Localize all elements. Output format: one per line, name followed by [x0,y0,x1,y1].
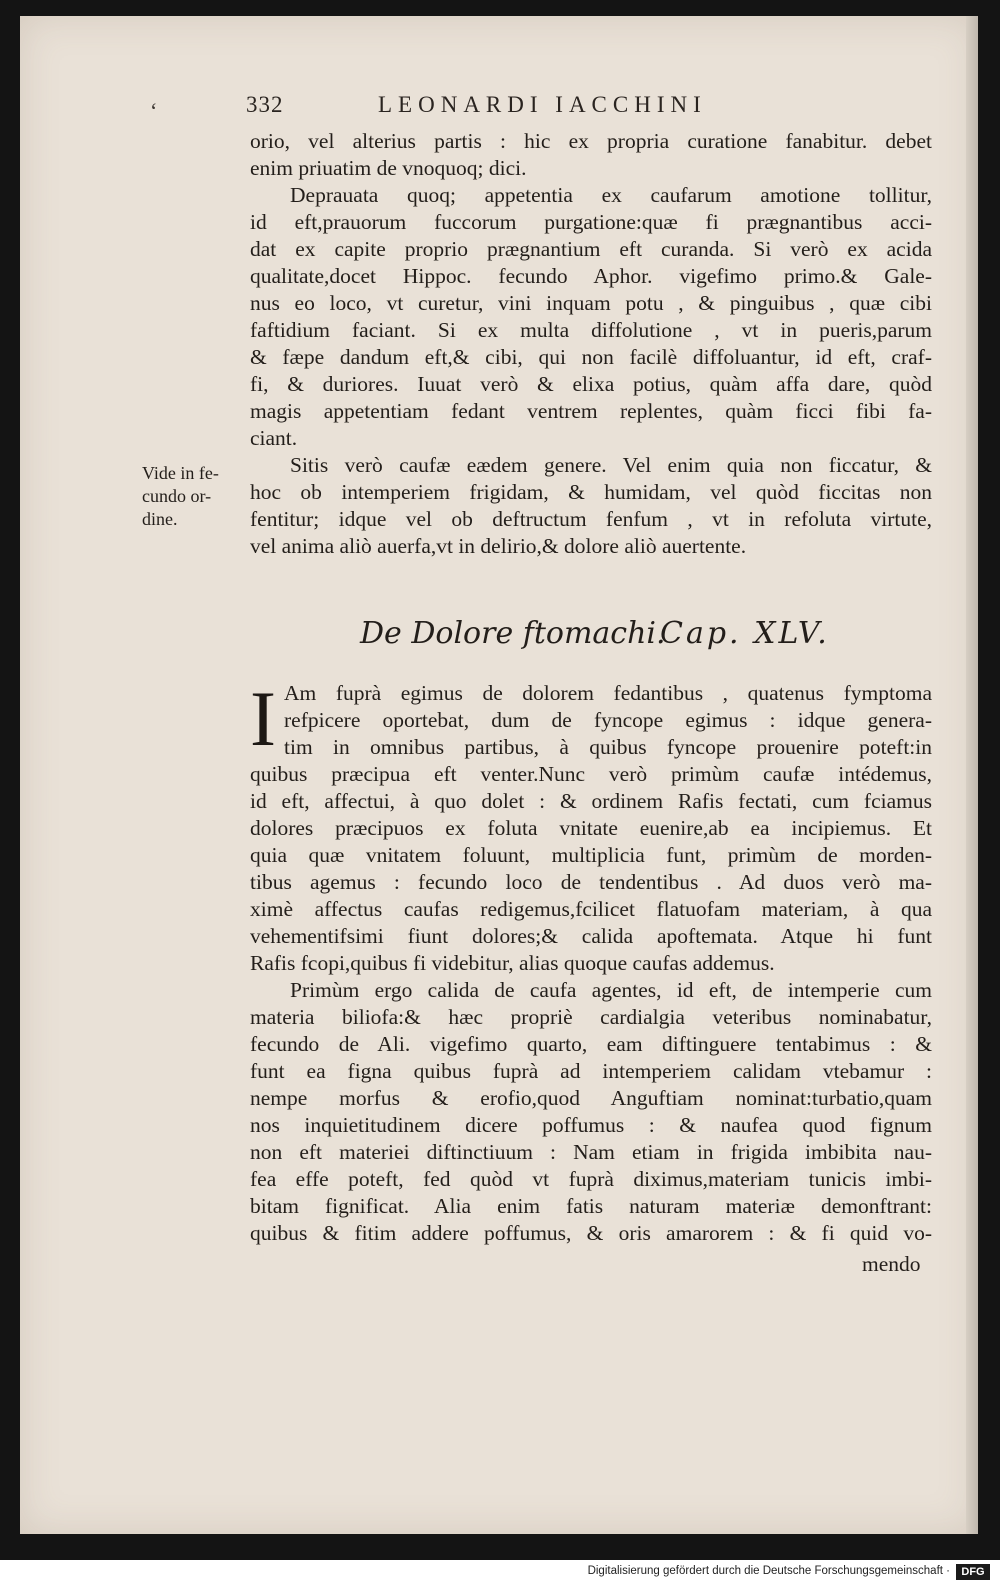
text-line: nempe morfus & erofio,quod Anguftiam nominat:turbatio,quam [250,1086,932,1110]
section2-text [250,675,932,1247]
text-line: quibus & fitim addere poffumus, & oris amarorem : & fi quid vo- [250,1221,932,1245]
text-line: nos inquietitudinem dicere poffumus : & naufea quod fignum [250,1113,932,1137]
running-head-author: LEONARDI IACCHINI [378,92,707,117]
text-line: non eft materiei diftinctiuum : Nam etiam in frigida imbibita nau- [250,1140,932,1164]
dfg-logo: DFG [956,1564,990,1580]
chapter-number: Cap. XLV. [660,616,830,651]
text-line: id eft,prauorum fuccorum purgatione:quæ fi prægnantibus acci- [250,210,932,234]
section1-text [250,128,932,560]
text-line: qualitate,docet Hippoc. fecundo Aphor. vigefimo primo.& Gale- [250,264,932,288]
margin-note-line: Vide in fe- [142,463,219,483]
text-line: dat ex capite proprio prægnantium eft curanda. Si verò ex acida [250,237,932,261]
text-line: fi, & duriores. Iuuat verò & elixa potius, quàm affa dare, quòd [250,372,932,396]
text-line: tibus agemus : fecundo loco de tendentibus . Ad duos verò ma- [250,870,932,894]
text-line: orio, vel alterius partis : hic ex propria curatione fanabitur. debet [250,129,932,153]
text-line: quibus præcipua eft venter.Nunc verò primùm caufæ intédemus, [250,762,932,786]
text-line: ximè affectus caufas redigemus,fcilicet flatuofam materiam, à qua [250,897,932,921]
text-line: enim priuatim de vnoquoq; dici. [250,156,527,180]
page-number: 332 [246,92,284,117]
text-line: bitam fignificat. Alia enim fatis naturam materiæ demonftrant: [250,1194,932,1218]
text-line: tim in omnibus partibus, à quibus fyncope prouenire poteft:in [284,735,932,759]
catchword: mendo [862,1252,921,1276]
text-line: Am fuprà egimus de dolorem fedantibus , quatenus fymptoma [284,681,932,705]
text-line: Rafis fcopi,quibus fi videbitur, alias quoque caufas addemus. [250,951,775,975]
text-line: Deprauata quoq; appetentia ex caufarum amotione tollitur, [290,183,932,207]
text-line: vel anima aliò auerfa,vt in delirio,& dolore aliò auertente. [250,534,747,558]
text-line: fea effe poteft, fed quòd vt fuprà diximus,materiam tunicis imbi- [250,1167,932,1191]
running-head [246,92,866,128]
footer-bar [0,1560,1000,1587]
text-line: vehementifsimi fiunt dolores;& calida apoftemata. Atque hi funt [250,924,932,948]
text-line: quia quæ vnitatem foluunt, multiplicia funt, primùm de morden- [250,843,932,867]
text-line: ciant. [250,426,298,450]
text-line: id eft, affectui, à quo dolet : & ordinem Rafis fectati, cum fciamus [250,789,932,813]
text-line: funt ea figna quibus fuprà ad intemperiem calidam vtebamur : [250,1059,932,1083]
chapter-heading [360,612,880,660]
text-line: magis appetentiam fedant ventrem replentes, quàm ficci fibi fa- [250,399,932,423]
stray-mark: ‘ [150,98,158,123]
text-line: & fæpe dandum eft,& cibi, qui non facilè diffoluantur, id eft, craf- [250,345,932,369]
text-line: Primùm ergo calida de caufa agentes, id eft, de intemperie cum [290,978,932,1002]
page-gutter [966,16,978,1534]
text-line: fecundo de Ali. vigefimo quarto, eam diftinguere tentabimus : & [250,1032,932,1056]
drop-cap-initial: I [250,675,276,762]
margin-note-line: dine. [142,509,178,529]
margin-note [142,462,242,531]
text-line: Sitis verò caufæ eædem genere. Vel enim quia non ficcatur, & [290,453,932,477]
text-line: dolores præcipuos ex foluta vnitate euenire,ab ea incipiemus. Et [250,816,932,840]
text-line: hoc ob intemperiem frigidam, & humidam, vel quòd ficcitas non [250,480,932,504]
margin-note-line: cundo or- [142,486,212,506]
chapter-title: De Dolore ftomachi. [360,616,666,651]
text-line: fentitur; idque vel ob deftructum fenfum , vt in refoluta virtute, [250,507,932,531]
text-line: refpicere oportebat, dum de fyncope egimus : idque genera- [284,708,932,732]
funding-credit: Digitalisierung gefördert durch die Deutsche Forschungsgemeinschaft · [587,1565,950,1577]
text-line: materia biliofa:& hæc propriè cardialgia veteribus nominabatur, [250,1005,932,1029]
text-line: nus eo loco, vt curetur, vini inquam potu , & pinguibus , quæ cibi [250,291,932,315]
text-line: faftidium faciant. Si ex multa diffolutione , vt in pueris,parum [250,318,932,342]
